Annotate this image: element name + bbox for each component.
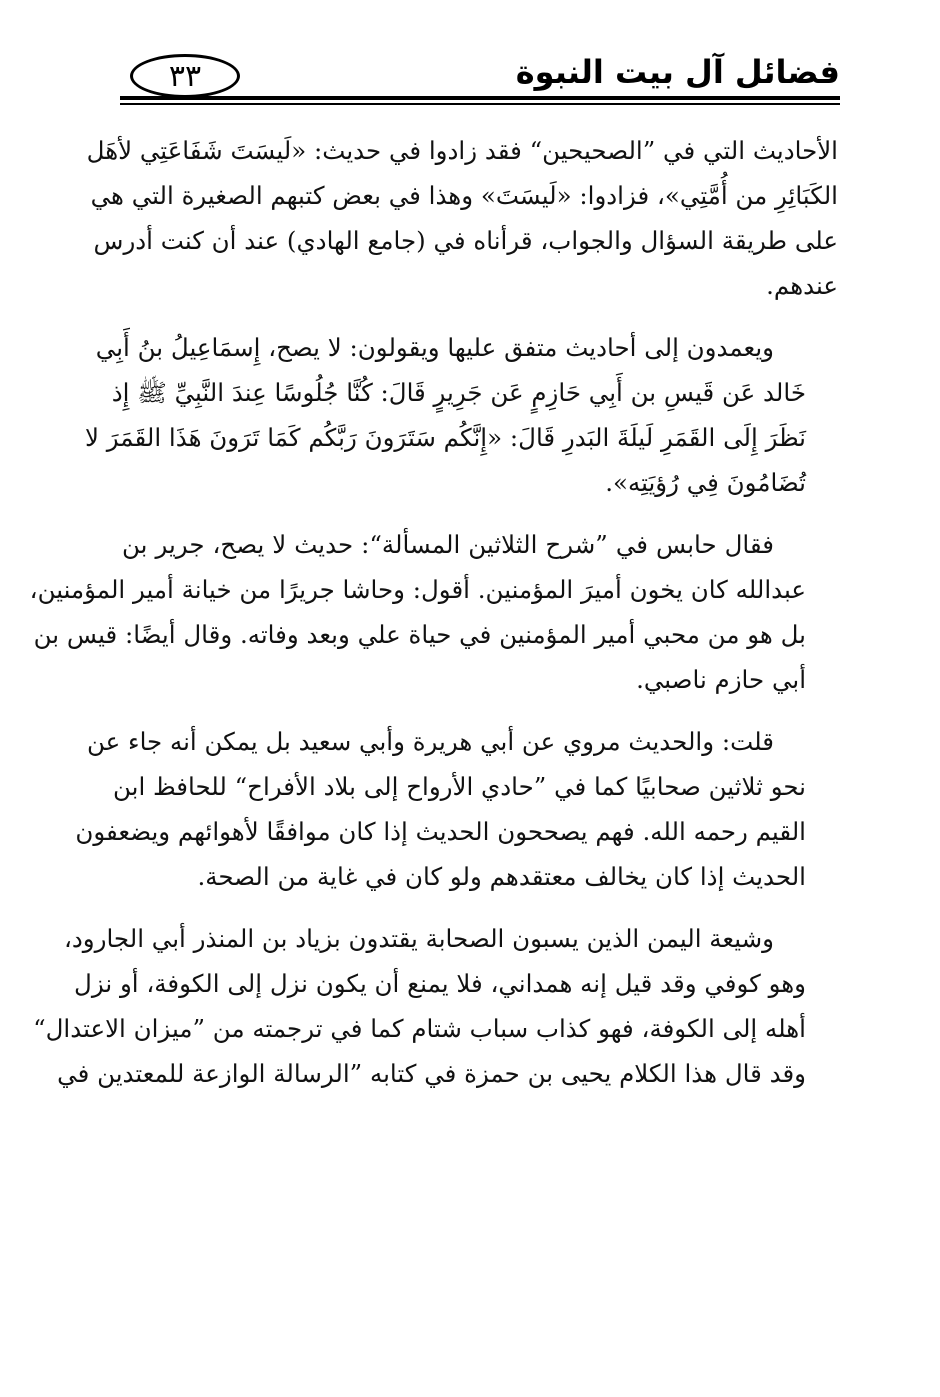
paragraph	[75, 719, 838, 899]
text-line: وشيعة اليمن الذين يسبون الصحابة يقتدون بزياد بن المنذر أبي الجارود،	[63, 924, 774, 953]
text-line: تُضَامُونَ فِي رُؤيَتِه».	[605, 468, 806, 497]
text-line: وقد قال هذا الكلام يحيى بن حمزة في كتابه ”الرسالة الوازعة للمعتدين في	[57, 1059, 806, 1088]
text-line: ويعمدون إلى أحاديث متفق عليها ويقولون: لا يصح، إِسمَاعِيلُ بنُ أَبِي	[95, 333, 774, 362]
text-line: عندهم.	[766, 271, 838, 300]
text-line: بل هو من محبي أمير المؤمنين في حياة علي وبعد وفاته. وقال أيضًا: قيس بن	[33, 620, 806, 649]
text-line: نَظَرَ إِلَى القَمَرِ لَيلَةَ البَدرِ قَالَ: «إِنَّكُم سَتَرَونَ رَبَّكُم كَمَا تَرَونَ هَذَا القَمَرَ لا	[85, 423, 806, 452]
paragraph	[85, 325, 838, 505]
text-line: القيم رحمه الله. فهم يصححون الحديث إذا كان موافقًا لأهوائهم ويضعفون	[75, 817, 806, 846]
text-line: الكَبَائِرِ من أُمَّتِي»، فزادوا: «لَيسَتَ» وهذا في بعض كتبهم الصغيرة التي هي	[90, 181, 838, 210]
text-line: وهو كوفي وقد قيل إنه همداني، فلا يمنع أن يكون نزل إلى الكوفة، أو نزل	[74, 969, 806, 998]
text-line: فقال حابس في ”شرح الثلاثين المسألة“: حديث لا يصح، جرير بن	[122, 530, 774, 559]
page-number: ٣٣	[130, 54, 240, 98]
text-line: خَالد عَن قَيسِ بن أَبِي حَازِمٍ عَن جَرِيرٍ قَالَ: كُنَّا جُلُوسًا عِندَ النَّبِيِّ ﷺ إِذ	[111, 378, 806, 407]
text-line: الأحاديث التي في ”الصحيحين“ فقد زادوا في حديث: «لَيسَتَ شَفَاعَتِي لأهَل	[86, 136, 838, 165]
text-line: أبي حازم ناصبي.	[636, 665, 806, 694]
text-line: الحديث إذا كان يخالف معتقدهم ولو كان في غاية من الصحة.	[197, 862, 806, 891]
paragraph	[33, 916, 838, 1096]
paragraph	[86, 128, 838, 308]
text-line: أهله إلى الكوفة، فهو كذاب سباب شتام كما في ترجمته من ”ميزان الاعتدال“	[33, 1014, 806, 1043]
text-line: قلت: والحديث مروي عن أبي هريرة وأبي سعيد بل يمكن أنه جاء عن	[87, 727, 774, 756]
text-line: على طريقة السؤال والجواب، قرأناه في (جامع الهادي) عند أن كنت أدرس	[93, 226, 838, 255]
text-line: عبدالله كان يخون أميرَ المؤمنين. أقول: وحاشا جريرًا من خيانة أمير المؤمنين،	[29, 575, 806, 604]
header-rule-thick	[120, 96, 840, 100]
running-title: فضائل آل بيت النبوة	[515, 53, 840, 91]
body-text	[29, 128, 838, 1113]
text-line: نحو ثلاثين صحابيًا كما في ”حادي الأرواح إلى بلاد الأفراح“ للحافظ ابن	[112, 772, 806, 801]
paragraph	[29, 522, 838, 702]
header-rule-thin	[120, 103, 840, 105]
